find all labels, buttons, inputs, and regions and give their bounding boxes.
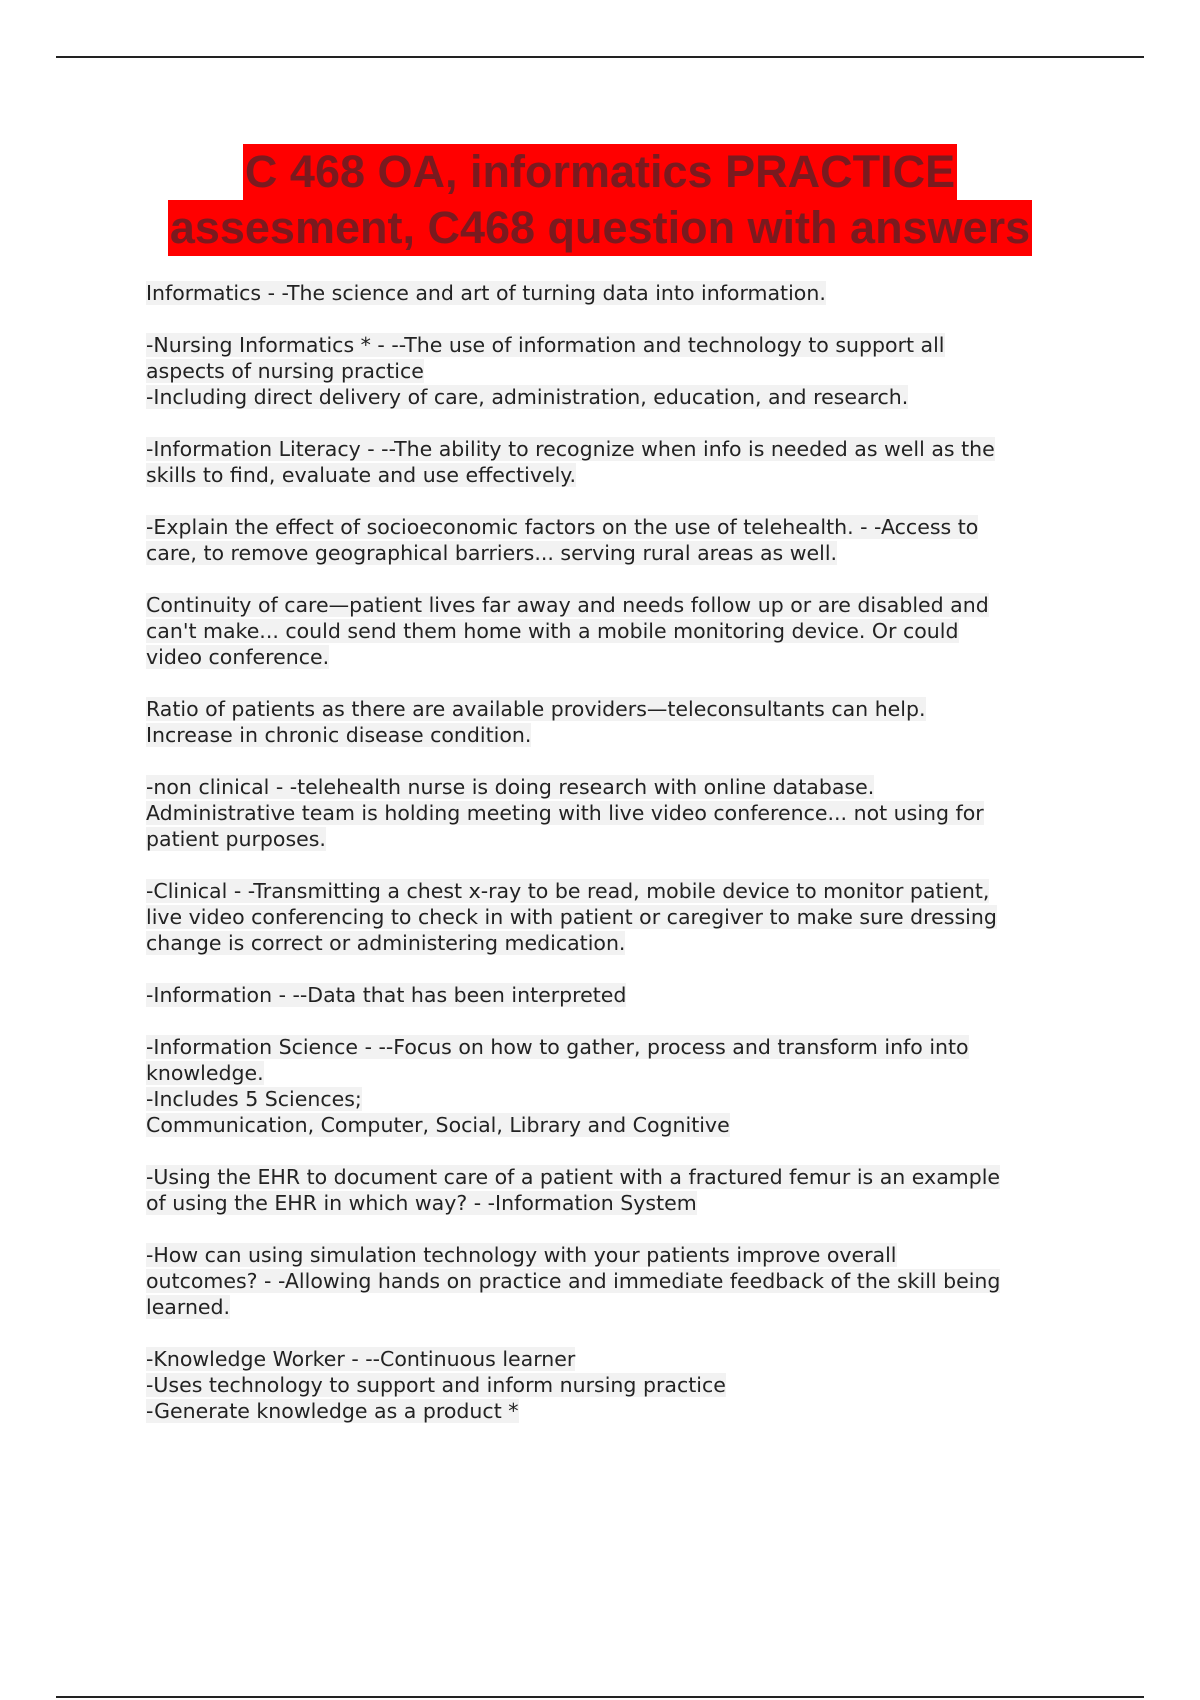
qa-entry: [146, 696, 1086, 748]
entry-line: can't make... could send them home with a mobile monitoring device. Or could: [146, 619, 959, 643]
entry-line: -Clinical - -Transmitting a chest x-ray to be read, mobile device to monitor patient,: [146, 879, 990, 903]
entry-line: live video conferencing to check in with patient or caregiver to make sure dressing: [146, 905, 997, 929]
entry-line: -Information Literacy - --The ability to recognize when info is needed as well as the: [146, 437, 995, 461]
entry-line: Informatics - -The science and art of turning data into information.: [146, 281, 826, 305]
entry-line: outcomes? - -Allowing hands on practice and immediate feedback of the skill being: [146, 1269, 1001, 1293]
entry-line: care, to remove geographical barriers... serving rural areas as well.: [146, 541, 838, 565]
qa-entry: [146, 280, 1086, 306]
entry-line: Continuity of care—patient lives far away and needs follow up or are disabled and: [146, 593, 989, 617]
entry-line: change is correct or administering medication.: [146, 931, 626, 955]
entry-line: patient purposes.: [146, 827, 326, 851]
document-title: [60, 144, 1140, 256]
entry-line: -Information - --Data that has been interpreted: [146, 983, 627, 1007]
entry-line: Increase in chronic disease condition.: [146, 723, 532, 747]
entry-line: -Nursing Informatics * - --The use of information and technology to support all: [146, 333, 945, 357]
entry-line: knowledge.: [146, 1061, 264, 1085]
entry-line: -Using the EHR to document care of a patient with a fractured femur is an example: [146, 1165, 1001, 1189]
qa-entry: [146, 514, 1086, 566]
entry-line: -Uses technology to support and inform nursing practice: [146, 1373, 726, 1397]
bottom-rule: [56, 1696, 1144, 1698]
entry-line: -Information Science - --Focus on how to gather, process and transform info into: [146, 1035, 969, 1059]
qa-entry: [146, 1242, 1086, 1320]
entry-line: video conference.: [146, 645, 330, 669]
qa-entry: [146, 1164, 1086, 1216]
qa-entry: [146, 332, 1086, 410]
qa-entry: [146, 1346, 1086, 1424]
entry-line: -Generate knowledge as a product *: [146, 1399, 519, 1423]
entry-line: learned.: [146, 1295, 231, 1319]
entry-line: skills to find, evaluate and use effectively.: [146, 463, 577, 487]
entry-line: -Includes 5 Sciences;: [146, 1087, 362, 1111]
title-line-1: C 468 OA, informatics PRACTICE: [243, 144, 957, 200]
entry-line: -Knowledge Worker - --Continuous learner: [146, 1347, 576, 1371]
qa-entry: [146, 1034, 1086, 1138]
entry-line: -non clinical - -telehealth nurse is doing research with online database.: [146, 775, 875, 799]
entry-line: -How can using simulation technology with your patients improve overall: [146, 1243, 897, 1267]
top-rule: [56, 56, 1144, 58]
entry-line: Ratio of patients as there are available providers—teleconsultants can help.: [146, 697, 926, 721]
qa-entry: [146, 436, 1086, 488]
qa-list: [146, 280, 1086, 1450]
entry-line: -Explain the effect of socioeconomic factors on the use of telehealth. - -Access to: [146, 515, 979, 539]
entry-line: aspects of nursing practice: [146, 359, 424, 383]
qa-entry: [146, 774, 1086, 852]
entry-line: Administrative team is holding meeting with live video conference... not using for: [146, 801, 984, 825]
qa-entry: [146, 592, 1086, 670]
entry-line: of using the EHR in which way? - -Information System: [146, 1191, 697, 1215]
entry-line: -Including direct delivery of care, administration, education, and research.: [146, 385, 909, 409]
entry-line: Communication, Computer, Social, Library and Cognitive: [146, 1113, 730, 1137]
title-line-2: assesment, C468 question with answers: [168, 200, 1032, 256]
qa-entry: [146, 982, 1086, 1008]
qa-entry: [146, 878, 1086, 956]
